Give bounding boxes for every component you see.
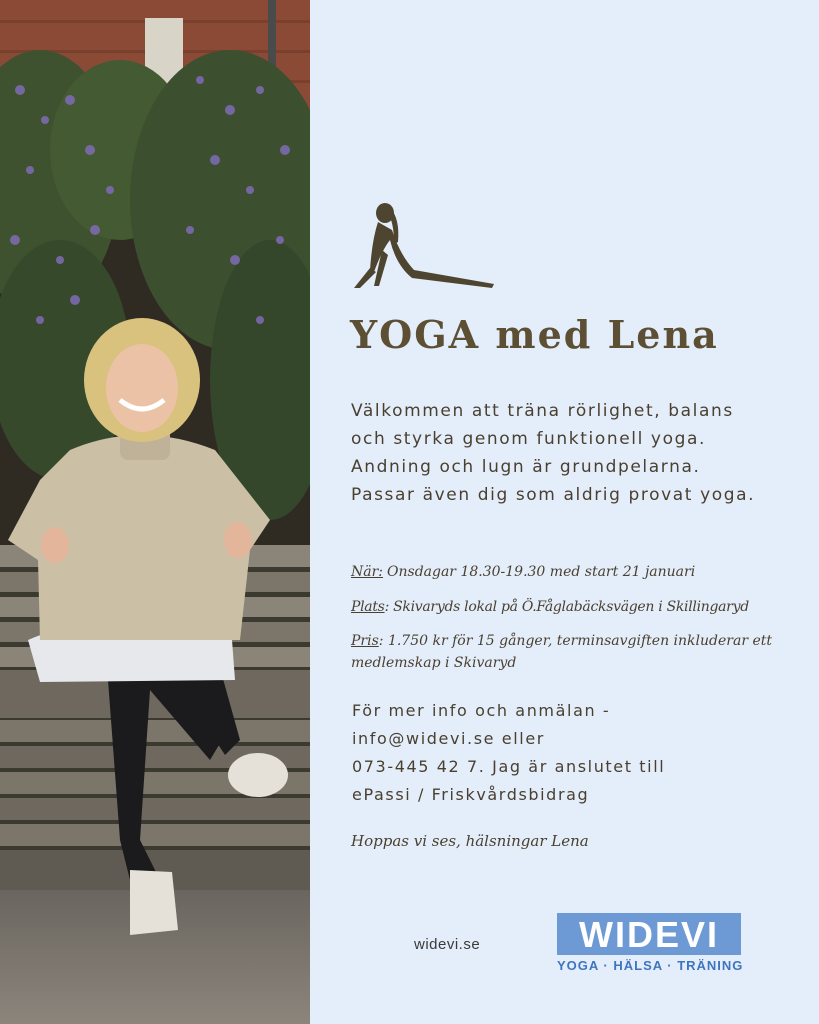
page-title: YOGA med Lena	[350, 312, 719, 357]
contact-line-3: 073-445 42 7. Jag är anslutet till	[352, 757, 666, 776]
location-value: : Skivaryds lokal på Ö.Fåglabäcksvägen i Skillingaryd	[384, 599, 749, 615]
widevi-logo	[557, 913, 744, 977]
contact-line-1: För mer info och anmälan -	[352, 701, 611, 720]
logo-tagline: YOGA · HÄLSA · TRÄNING	[557, 958, 744, 973]
contact-line-4: ePassi / Friskvårdsbidrag	[352, 785, 590, 804]
hero-photo	[0, 0, 310, 1024]
website-link[interactable]: widevi.se	[414, 936, 481, 953]
yoga-cobra-pose-icon	[352, 200, 497, 295]
woman-on-bench-illustration	[0, 0, 310, 1024]
location-label: Plats	[351, 599, 385, 615]
info-panel	[310, 0, 819, 1024]
contact-info	[352, 697, 752, 809]
price-label: Pris	[351, 633, 379, 649]
price-line	[351, 630, 791, 674]
schedule-line	[351, 561, 695, 583]
contact-line-2: info@widevi.se eller	[352, 729, 545, 748]
price-value: : 1.750 kr för 15 gånger, terminsavgiften inkluderar ett medlemskap i Skivaryd	[351, 633, 772, 671]
logo-wordmark: WIDEVI	[578, 914, 719, 955]
schedule-label: När:	[351, 564, 384, 580]
location-line	[351, 596, 749, 618]
schedule-value: Onsdagar 18.30-19.30 med start 21 januari	[387, 564, 696, 580]
signoff-text: Hoppas vi ses, hälsningar Lena	[351, 832, 589, 850]
intro-text: Välkommen att träna rörlighet, balans och styrka genom funktionell yoga. Andning och lugn är grundpelarna. Passar även dig som aldrig provat yoga.	[351, 401, 756, 505]
